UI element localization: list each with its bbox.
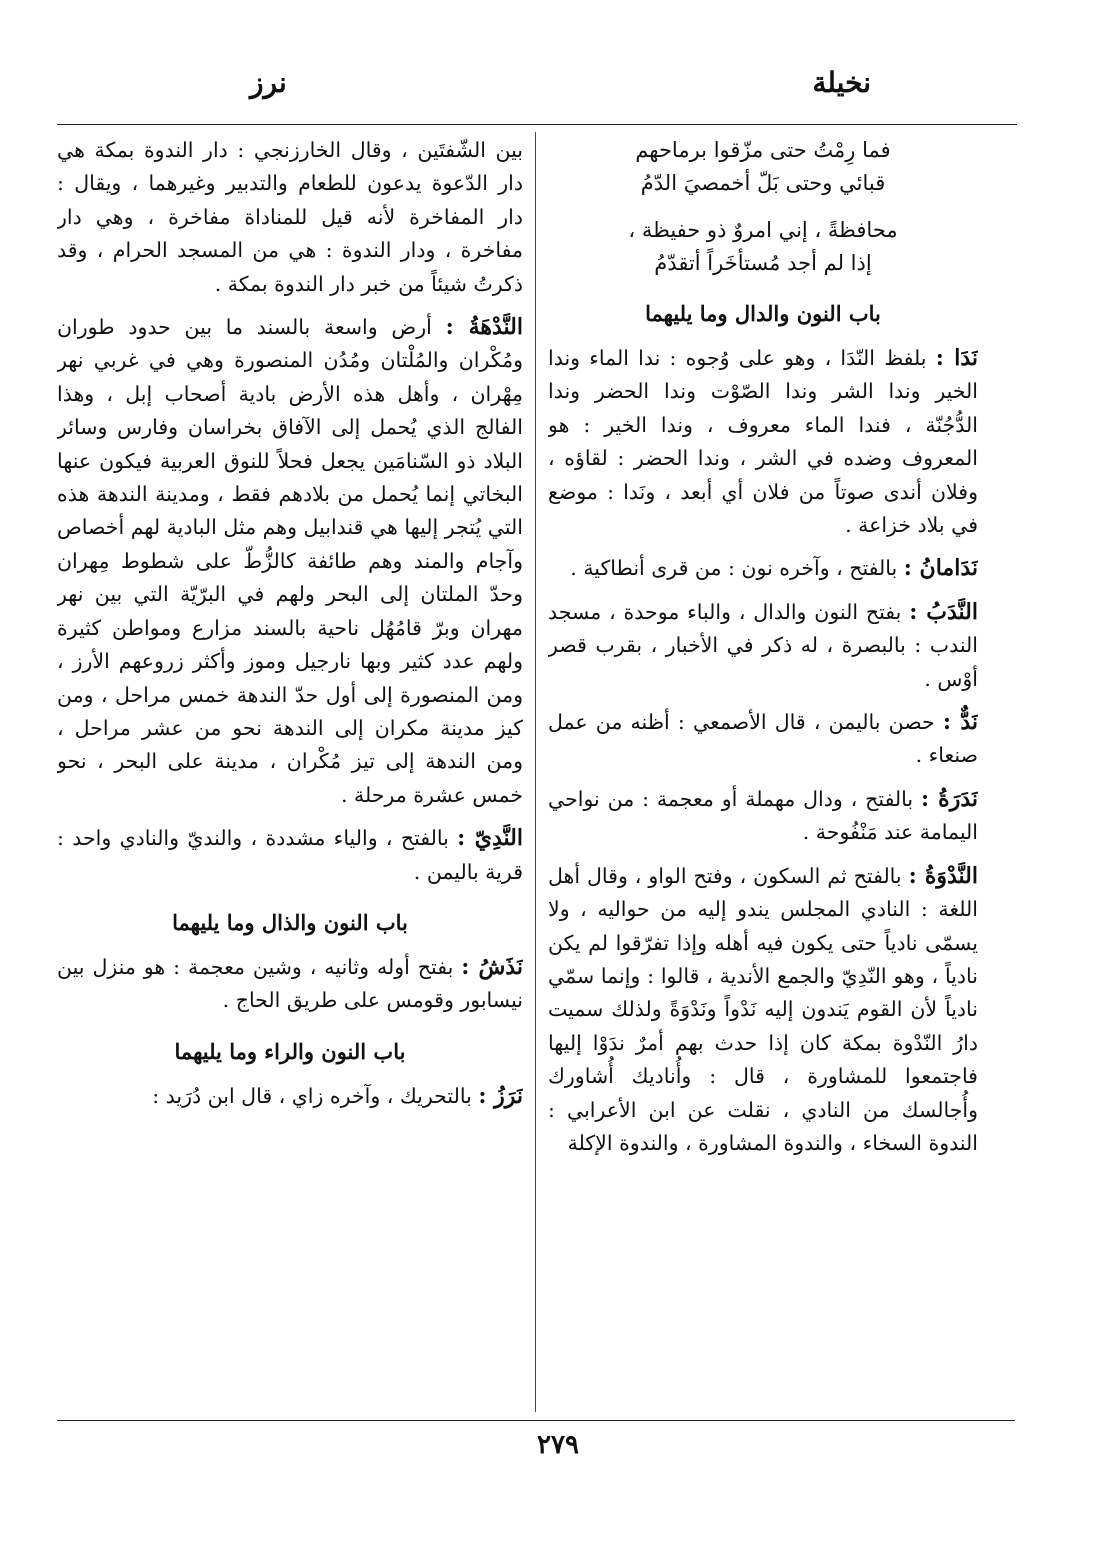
entry-headword: النَّدِيّ : — [457, 825, 523, 852]
entry-text: بفتح النون والدال ، والباء موحدة ، مسجد الندب : بالبصرة ، له ذكر في الأخبار ، بقرب قصر أوْس . — [548, 599, 978, 691]
entry-text: بالفتح ، وآخره نون : من قرى أنطاكية . — [570, 556, 904, 581]
left-column — [57, 134, 523, 1414]
entry-headword: النَّدْوَةُ : — [908, 862, 978, 889]
section-title: باب النون والذال وما يليهما — [172, 909, 408, 935]
dictionary-entry — [548, 596, 978, 696]
entry-text: بفتح أوله وثانيه ، وشين معجمة : هو منزل بين نيسابور وقومس على طريق الحاج . — [57, 954, 523, 1013]
dictionary-entry — [548, 860, 978, 1161]
entry-headword: النَّدْهَةُ : — [445, 314, 523, 341]
entry-text: بالفتح ثم السكون ، وفتح الواو ، وقال أهل اللغة : النادي المجلس يندو إليه من حواليه ، ولا يسمّى نادياً حتى يكون فيه أهله وإذا تفرّقوا لم يكن نادياً ، وهو النّدِيّ والجمع الأندية ، قالوا : وإنما سمّي نادياً لأن القوم يَندون إليه نَدْواً ونَدْوَةً ولذلك سميت دارُ النّدْوة بمكة كان إذا حدث بهم أمرٌ ندَوْا إليها فاجتمعوا للمشاورة ، قال : وأُناديك أُشاورك وأُجالسك من النادي ، نقلت عن ابن الأعرابي : الندوة السخاء ، والندوة المشاورة ، والندوة الإكلة — [548, 863, 978, 1155]
right-column — [548, 134, 978, 1414]
dictionary-entry — [548, 706, 978, 773]
dictionary-entry — [548, 783, 978, 850]
verse-line: إذا لم أجد مُستأخَراً أتقدّمُ — [654, 251, 872, 275]
running-head-left: نرز — [250, 66, 287, 99]
dictionary-entry — [57, 951, 523, 1018]
entry-headword: نَرَزُ : — [478, 1082, 523, 1109]
entry-headword: نَدَرَةُ : — [921, 785, 978, 812]
dictionary-entry — [57, 822, 523, 889]
dictionary-entry — [548, 552, 978, 585]
header-rule — [57, 124, 1017, 125]
page-number: ٢٧٩ — [537, 1430, 579, 1460]
verse-line: قبائي وحتى بَلّ أخمصيَ الدّمُ — [640, 171, 886, 195]
verse-line: فما رِمْتُ حتى مزّقوا برماحهم — [635, 138, 891, 162]
section-title: باب النون والراء وما يليهما — [174, 1038, 406, 1064]
entry-text: بالفتح ، والياء مشددة ، والنديّ والنادي واحد : قرية باليمن . — [57, 826, 523, 884]
entry-continuation: بين الشّفتَين ، وقال الخارزنجي : دار الندوة بمكة هي دار الدّعوة يدعون للطعام والتدبير وغيرهما ، ويقال : دار المفاخرة لأنه قيل للمناداة مفاخرة ، وهي دار مفاخرة ، ودار الندوة : هي من المسجد الحرام ، وقد ذكرتُ شيئاً من خبر دار الندوة بمكة . — [57, 138, 523, 296]
entry-headword: نَدَا : — [935, 345, 978, 371]
entry-headword: نَذَشُ : — [461, 953, 523, 980]
entry-headword: نَدٌّ : — [942, 709, 978, 736]
dictionary-entry — [548, 342, 978, 542]
entry-text: بالفتح ، ودال مهملة أو معجمة : من نواحي اليمامة عند مَنْفُوحة . — [548, 786, 978, 845]
dictionary-entry — [57, 1080, 523, 1113]
running-head-right: نخيلة — [812, 66, 871, 99]
dictionary-entry — [57, 311, 523, 812]
column-divider — [535, 132, 536, 1412]
entry-text: حصن باليمن ، قال الأصمعي : أظنه من عمل صنعاء . — [548, 710, 978, 768]
verse-line: محافظةً ، إني امروٌ ذو حفيظة ، — [628, 218, 898, 242]
entry-text: بالتحريك ، وآخره زاي ، قال ابن دُرَيد : — [152, 1083, 479, 1108]
entry-headword: النَّدَبُ : — [909, 598, 978, 625]
page-header — [0, 66, 1116, 106]
section-title: باب النون والدال وما يليهما — [645, 301, 881, 326]
entry-text: أرض واسعة بالسند ما بين حدود طوران ومُكْران والمُلْتان ومُدُن المنصورة وهي في غربي نهر مِهْران ، وأهل هذه الأرض بادية أصحاب إبل ، وهذا الفالج الذي يُحمل إلى الآفاق بخراسان وفارس وسائر البلاد ذو السّنامَين يجعل فحلاً للنوق العربية فيكون عنها البخاتي إنما يُحمل من بلادهم فقط ، ومدينة الندهة هذه التي يُتجر إليها هي قندابيل وهم مثل البادية لهم أخصاص وآجام والمند وهم طائفة كالزُّطّ على شطوط مِهران وحدّ الملتان إلى البحر ولهم في البرّيّة التي بين نهر مهران وبرّ قامُهُل ناحية بالسند مزارع ومواطن كثيرة ولهم عدد كثير وبها نارجيل وموز وأكثر زروعهم الأرز ، ومن المنصورة إلى أول حدّ الندهة خمس مراحل ، ومن كيز مدينة مكران إلى الندهة نحو من عشر مراحل ، ومن الندهة إلى تيز مُكْران ، مدينة على البحر ، نحو خمس عشرة مرحلة . — [57, 315, 523, 807]
entry-text: بلفظ النّدَا ، وهو على وُجوه : ندا الماء وندا الخير وندا الشر وندا الصّوْت وندا الحضر وندا الدُّجُنّة ، فندا الماء معروف ، وندا الخير : هو المعروف وضده في الشر ، وندا الحضر : لقاؤه ، وفلان أندى صوتاً من فلان أي أبعد ، ونَدا : موضع في بلاد خزاعة . — [548, 346, 978, 538]
footer-rule — [57, 1420, 1015, 1421]
entry-headword: نَدَامانُ : — [903, 555, 978, 582]
